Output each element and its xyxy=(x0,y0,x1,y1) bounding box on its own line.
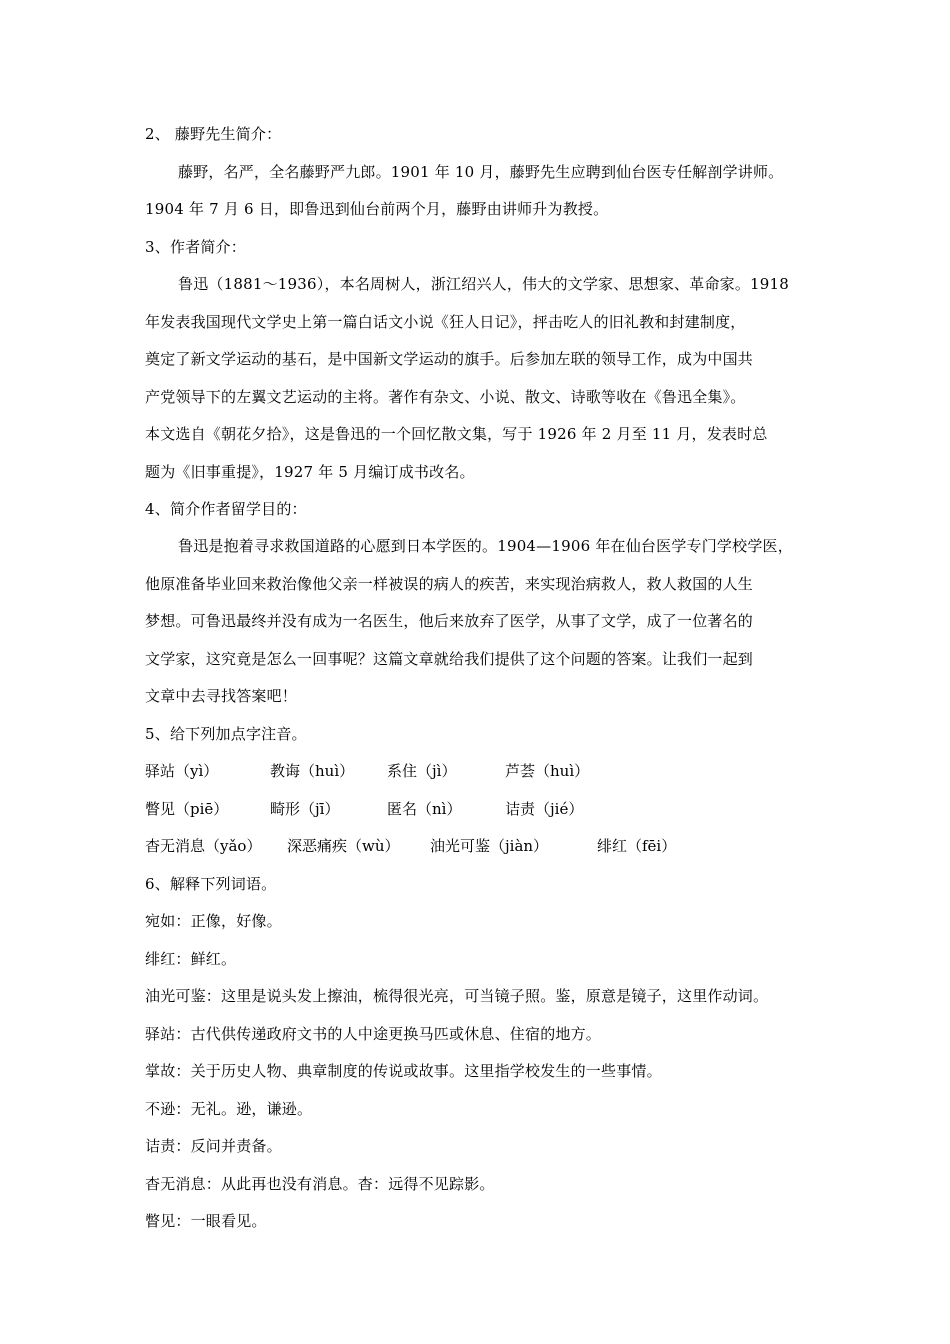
definition-line: 油光可鉴：这里是说头发上擦油，梳得很光亮，可当镜子照。鉴，原意是镜子，这里作动词。 xyxy=(145,987,769,1005)
definition-line: 驿站：古代供传递政府文书的人中途更换马匹或休息、住宿的地方。 xyxy=(145,1025,602,1043)
definition-line: 瞥见：一眼看见。 xyxy=(145,1212,267,1230)
pinyin-item: 芦荟（huì） xyxy=(505,762,590,780)
definition-line: 诘责：反问并责备。 xyxy=(145,1137,282,1155)
pinyin-item: 绯红（fēi） xyxy=(597,837,677,855)
section-3-line-6: 题为《旧事重提》，1927 年 5 月编订成书改名。 xyxy=(145,463,475,481)
definition-line: 杳无消息：从此再也没有消息。杳：远得不见踪影。 xyxy=(145,1175,495,1193)
pinyin-item: 油光可鉴（jiàn） xyxy=(430,837,549,855)
pinyin-item: 杳无消息（yǎo） xyxy=(145,837,262,855)
definition-line: 不逊：无礼。逊，谦逊。 xyxy=(145,1100,313,1118)
pinyin-item: 教诲（huì） xyxy=(270,762,355,780)
section-4-line-2: 他原准备毕业回来救治像他父亲一样被误的病人的疾苦，来实现治病救人，救人救国的人生 xyxy=(145,575,754,593)
section-3-line-2: 年发表我国现代文学史上第一篇白话文小说《狂人日记》，抨击吃人的旧礼教和封建制度， xyxy=(145,313,746,331)
definition-line: 绯红：鲜红。 xyxy=(145,950,237,968)
section-2-line-2: 1904 年 7 月 6 日，即鲁迅到仙台前两个月，藤野由讲师升为教授。 xyxy=(145,200,609,218)
section-2-heading: 2、 藤野先生简介： xyxy=(145,125,282,143)
section-4-line-1: 鲁迅是抱着寻求救国道路的心愿到日本学医的。1904—1906 年在仙台医学专门学校学医， xyxy=(178,537,793,555)
definition-line: 宛如：正像，好像。 xyxy=(145,912,282,930)
definition-line: 掌故：关于历史人物、典章制度的传说或故事。这里指学校发生的一些事情。 xyxy=(145,1062,662,1080)
section-4-line-4: 文学家，这究竟是怎么一回事呢？这篇文章就给我们提供了这个问题的答案。让我们一起到 xyxy=(145,650,754,668)
pinyin-item: 系住（jì） xyxy=(387,762,457,780)
pinyin-item: 瞥见（piē） xyxy=(145,800,229,818)
pinyin-item: 深恶痛疾（wù） xyxy=(287,837,400,855)
section-3-line-5: 本文选自《朝花夕拾》，这是鲁迅的一个回忆散文集，写于 1926 年 2 月至 11 月，发表时总 xyxy=(145,425,768,443)
section-6-heading: 6、解释下列词语。 xyxy=(145,875,277,893)
section-3-line-3: 奠定了新文学运动的基石，是中国新文学运动的旗手。后参加左联的领导工作，成为中国共 xyxy=(145,350,754,368)
section-4-line-3: 梦想。可鲁迅最终并没有成为一名医生，他后来放弃了医学，从事了文学，成了一位著名的 xyxy=(145,612,754,630)
section-5-heading: 5、给下列加点字注音。 xyxy=(145,725,307,743)
section-4-line-5: 文章中去寻找答案吧！ xyxy=(145,687,298,705)
pinyin-item: 驿站（yì） xyxy=(145,762,219,780)
pinyin-item: 诘责（jié） xyxy=(505,800,584,818)
section-3-heading: 3、作者简介： xyxy=(145,238,246,256)
section-3-line-4: 产党领导下的左翼文艺运动的主将。著作有杂文、小说、散文、诗歌等收在《鲁迅全集》。 xyxy=(145,388,746,406)
pinyin-item: 畸形（jī） xyxy=(270,800,340,818)
section-4-heading: 4、简介作者留学目的： xyxy=(145,500,307,518)
pinyin-item: 匿名（nì） xyxy=(387,800,462,818)
section-3-line-1: 鲁迅（1881～1936），本名周树人，浙江绍兴人，伟大的文学家、思想家、革命家。1918 xyxy=(178,275,790,293)
section-2-line-1: 藤野，名严，全名藤野严九郎。1901 年 10 月，藤野先生应聘到仙台医专任解剖学讲师。 xyxy=(178,163,784,181)
